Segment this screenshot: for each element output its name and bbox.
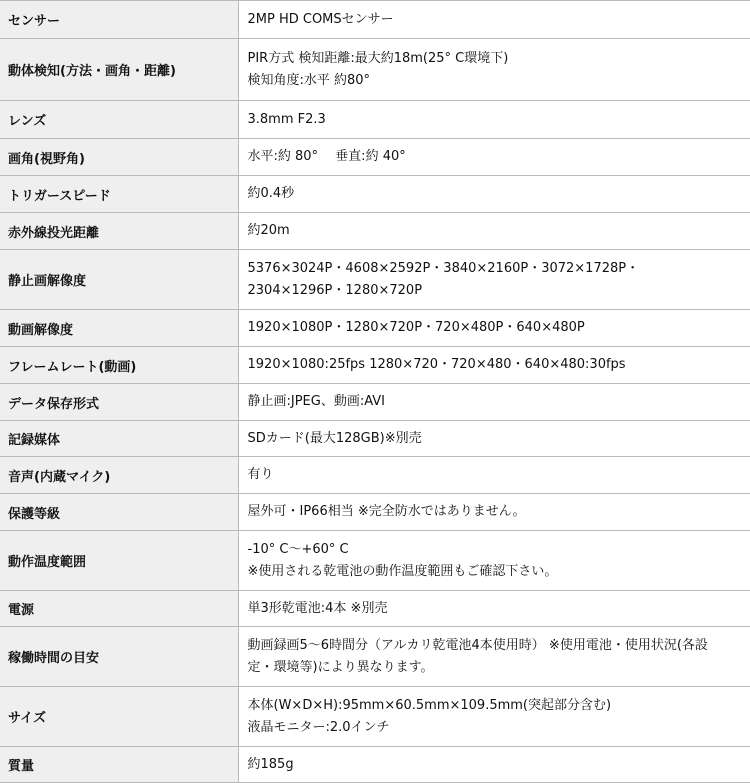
spec-label: 赤外線投光距離 [0,213,238,250]
spec-value-line: 2MP HD COMSセンサー [247,11,394,27]
spec-label: トリガースピード [0,176,238,213]
spec-label: 質量 [0,747,238,783]
spec-row-weight [0,747,750,783]
spec-value [238,101,750,139]
spec-label: 静止画解像度 [0,250,238,310]
spec-row-infrared-range [0,213,750,250]
spec-row-view-angle [0,139,750,176]
spec-value-line: 単3形乾電池:4本 ※別売 [247,600,388,616]
spec-row-video-resolution [0,310,750,347]
spec-value [238,687,750,747]
spec-row-protection-rating [0,494,750,531]
spec-value-line: PIR方式 検知距離:最大約18m(25° C環境下) [247,50,509,66]
spec-value [238,494,750,531]
spec-value-line: 3.8mm F2.3 [247,111,326,127]
spec-row-sensor [0,1,750,39]
spec-label: 動体検知(方法・画角・距離) [0,39,238,101]
spec-value-line: 約20m [247,223,290,238]
spec-value-line: SDカード(最大128GB)※別売 [247,430,422,446]
spec-value-line: 1920×1080:25fps 1280×720・720×480・640×480:30fps [247,357,626,372]
spec-row-motion-detection [0,39,750,101]
spec-value-line: 本体(W×D×H):95mm×60.5mm×109.5mm(突起部分含む) [247,697,612,713]
spec-value-line: 約185g [247,756,294,772]
spec-row-audio [0,457,750,494]
spec-value [238,39,750,101]
spec-value [238,591,750,627]
spec-row-power [0,591,750,627]
spec-value-line: 5376×3024P・4608×2592P・3840×2160P・3072×1728P・ [247,260,640,276]
spec-value-line: 2304×1296P・1280×720P [247,282,423,298]
spec-value-line: 水平:約 80° 垂直:約 40° [247,149,406,164]
spec-label: 動作温度範囲 [0,531,238,591]
spec-value-line: 約0.4秒 [247,186,295,201]
spec-value [238,384,750,421]
spec-row-photo-resolution [0,250,750,310]
spec-value-line: 液晶モニター:2.0インチ [247,719,390,735]
spec-value [238,627,750,687]
spec-label: 画角(視野角) [0,139,238,176]
spec-value [238,139,750,176]
spec-value [238,213,750,250]
spec-value-line: 屋外可・IP66相当 ※完全防水ではありません。 [247,504,526,519]
spec-value [238,250,750,310]
spec-label: 電源 [0,591,238,627]
spec-value-line: 検知角度:水平 約80° [247,72,371,88]
spec-label: データ保存形式 [0,384,238,421]
spec-value [238,310,750,347]
spec-value-line: 有り [247,467,274,482]
spec-value-line: 定・環境等)により異なります。 [247,659,434,675]
spec-value [238,421,750,457]
spec-row-operating-time [0,627,750,687]
spec-label: レンズ [0,101,238,139]
spec-label: サイズ [0,687,238,747]
spec-value-line: 1920×1080P・1280×720P・720×480P・640×480P [247,320,585,335]
spec-value [238,176,750,213]
spec-row-size [0,687,750,747]
spec-row-lens [0,101,750,139]
spec-label: 音声(内蔵マイク) [0,457,238,494]
spec-value-line: -10° C～+60° C [247,541,349,557]
spec-label: 記録媒体 [0,421,238,457]
spec-label: センサー [0,1,238,39]
spec-row-data-format [0,384,750,421]
spec-value-line: 静止画:JPEG、動画:AVI [247,394,386,409]
spec-row-operating-temperature [0,531,750,591]
spec-label: 稼働時間の目安 [0,627,238,687]
spec-row-frame-rate [0,347,750,384]
spec-value [238,531,750,591]
spec-table-body [0,1,750,783]
spec-label: 動画解像度 [0,310,238,347]
spec-label: 保護等級 [0,494,238,531]
spec-value [238,457,750,494]
spec-value [238,1,750,39]
spec-value-line: 動画録画5～6時間分（アルカリ乾電池4本使用時） ※使用電池・使用状況(各設 [247,637,708,653]
spec-value [238,347,750,384]
spec-label: フレームレート(動画) [0,347,238,384]
spec-value [238,747,750,783]
spec-row-trigger-speed [0,176,750,213]
spec-value-line: ※使用される乾電池の動作温度範囲もご確認下さい。 [247,563,558,579]
spec-row-storage-media [0,421,750,457]
